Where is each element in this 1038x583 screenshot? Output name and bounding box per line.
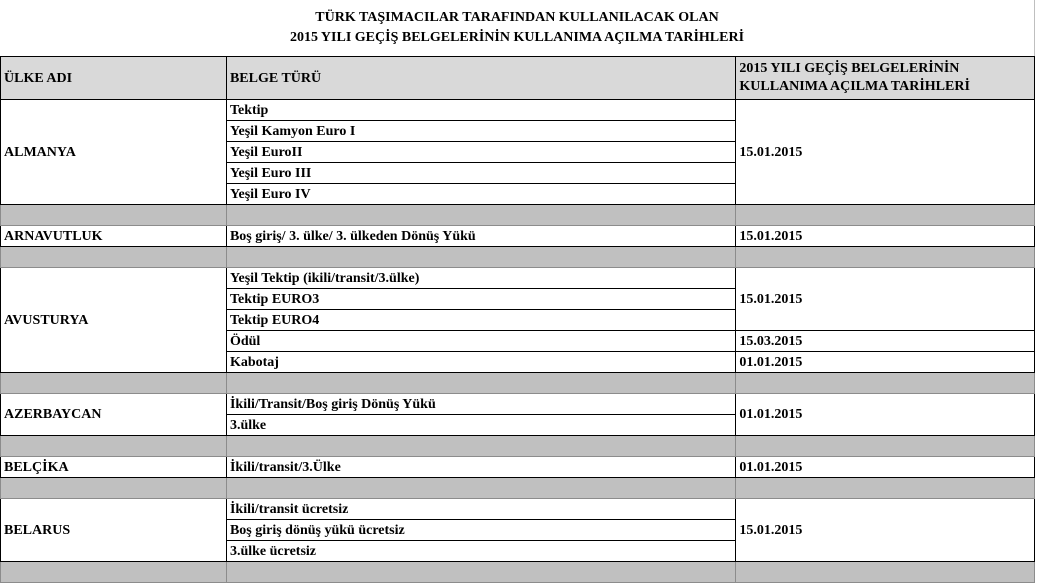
table-row [1,499,1035,520]
separator-row [1,373,1035,394]
separator-row [1,478,1035,499]
type-cell: Yeşil Kamyon Euro I [226,121,735,142]
separator-row [1,562,1035,583]
table-row [1,394,1035,415]
permit-dates-table [0,56,1035,583]
type-cell: Yeşil EuroII [226,142,735,163]
title-line-2: 2015 YILI GEÇİŞ BELGELERİNİN KULLANIMA AÇILMA TARİHLERİ [289,30,745,45]
country-cell: AVUSTURYA [1,268,227,373]
separator-row [1,247,1035,268]
table-row [1,226,1035,247]
date-cell: 15.03.2015 [736,331,1035,352]
country-cell: ALMANYA [1,100,227,205]
date-cell: 15.01.2015 [736,499,1035,562]
separator-row [1,436,1035,457]
date-cell: 01.01.2015 [736,352,1035,373]
header-date: 2015 YILI GEÇİŞ BELGELERİNİN KULLANIMA AÇILMA TARİHLERİ [736,57,1035,100]
type-cell: Yeşil Euro III [226,163,735,184]
date-cell: 15.01.2015 [736,100,1035,205]
country-cell: BELARUS [1,499,227,562]
header-country: ÜLKE ADI [1,57,227,100]
title-border [1034,0,1035,56]
date-cell: 01.01.2015 [736,394,1035,436]
type-cell: İkili/transit/3.Ülke [226,457,735,478]
type-cell: Boş giriş/ 3. ülke/ 3. ülkeden Dönüş Yükü [226,226,735,247]
date-cell: 15.01.2015 [736,226,1035,247]
type-cell: Yeşil Tektip (ikili/transit/3.ülke) [226,268,735,289]
header-type: BELGE TÜRÜ [226,57,735,100]
table-header-row [1,57,1035,100]
country-cell: ARNAVUTLUK [1,226,227,247]
type-cell: Tektip EURO3 [226,289,735,310]
title-line-1: TÜRK TAŞIMACILAR TARAFINDAN KULLANILACAK OLAN [315,10,719,25]
type-cell: Tektip EURO4 [226,310,735,331]
type-cell: Tektip [226,100,735,121]
table-row [1,457,1035,478]
country-cell: BELÇİKA [1,457,227,478]
type-cell: Ödül [226,331,735,352]
type-cell: İkili/transit ücretsiz [226,499,735,520]
type-cell: Boş giriş dönüş yükü ücretsiz [226,520,735,541]
separator-row [1,205,1035,226]
type-cell: 3.ülke ücretsiz [226,541,735,562]
date-cell: 15.01.2015 [736,268,1035,331]
date-cell: 01.01.2015 [736,457,1035,478]
document-title [0,0,1034,56]
type-cell: İkili/Transit/Boş giriş Dönüş Yükü [226,394,735,415]
type-cell: 3.ülke [226,415,735,436]
type-cell: Kabotaj [226,352,735,373]
country-cell: AZERBAYCAN [1,394,227,436]
table-row [1,268,1035,289]
table-row [1,100,1035,121]
type-cell: Yeşil Euro IV [226,184,735,205]
